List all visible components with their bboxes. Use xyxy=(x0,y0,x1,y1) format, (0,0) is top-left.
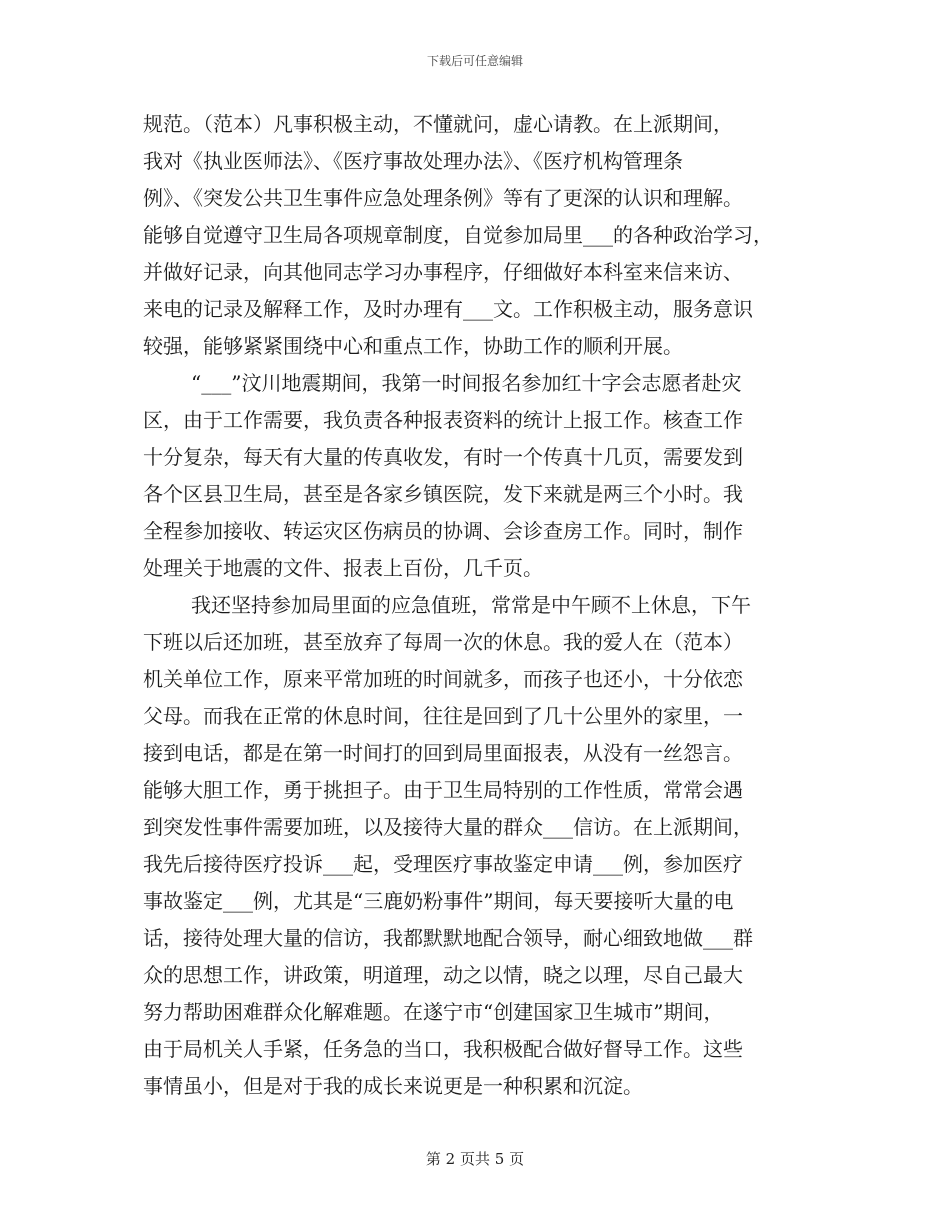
text-line: 努力帮助困难群众化解难题。在遂宁市“创建国家卫生城市”期间， xyxy=(143,1000,724,1024)
text-line: 话，接待处理大量的信访，我都默默地配合领导，耐心细致地做___群 xyxy=(143,926,753,950)
text-line: 下班以后还加班，甚至放弃了每周一次的休息。我的爱人在（范本） xyxy=(143,630,743,654)
text-line: 全程参加接收、转运灾区伤病员的协调、会诊查房工作。同时，制作 xyxy=(143,519,743,543)
text-line: 我对《执业医师法》、《医疗事故处理办法》、《医疗机构管理条 xyxy=(143,149,683,173)
document-body xyxy=(143,106,823,1105)
text-line: 接到电话，都是在第一时间打的回到局里面报表，从没有一丝怨言。 xyxy=(143,741,743,765)
text-line: 区，由于工作需要，我负责各种报表资料的统计上报工作。核查工作 xyxy=(143,408,743,432)
text-line: 我先后接待医疗投诉___起，受理医疗事故鉴定申请___例，参加医疗 xyxy=(143,852,743,876)
text-line: 处理关于地震的文件、报表上百份，几千页。 xyxy=(143,556,543,580)
text-line: 众的思想工作，讲政策，明道理，动之以情，晓之以理，尽自己最大 xyxy=(143,963,743,987)
text-line: 规范。（范本）凡事积极主动，不懂就问，虚心请教。在上派期间， xyxy=(143,112,733,136)
text-line: 来电的记录及解释工作，及时办理有___文。工作积极主动，服务意识 xyxy=(143,297,753,321)
text-line: 并做好记录，向其他同志学习办事程序，仔细做好本科室来信来访、 xyxy=(143,260,743,284)
text-line: 到突发性事件需要加班，以及接待大量的群众___信访。在上派期间， xyxy=(143,815,753,839)
text-line: 事故鉴定___例，尤其是“三鹿奶粉事件”期间，每天要接听大量的电 xyxy=(143,889,734,913)
text-line: 事情虽小，但是对于我的成长来说更是一种积累和沉淀。 xyxy=(143,1074,643,1098)
text-line: 十分复杂，每天有大量的传真收发，有时一个传真十几页，需要发到 xyxy=(143,445,743,469)
text-line: 能够大胆工作，勇于挑担子。由于卫生局特别的工作性质，常常会遇 xyxy=(143,778,743,802)
text-line: 父母。而我在正常的休息时间，往往是回到了几十公里外的家里，一 xyxy=(143,704,743,728)
text-line: 我还坚持参加局里面的应急值班，常常是中午顾不上休息，下午 xyxy=(191,593,751,617)
text-line: “___”汶川地震期间，我第一时间报名参加红十字会志愿者赴灾 xyxy=(191,371,742,395)
text-line: 能够自觉遵守卫生局各项规章制度，自觉参加局里___的各种政治学习， xyxy=(143,223,773,247)
page-number: 第 2 页共 5 页 xyxy=(425,1150,525,1168)
page-header: 下载后可任意编辑 xyxy=(426,54,523,68)
paragraph xyxy=(143,587,823,1105)
text-line: 机关单位工作，原来平常加班的时间就多，而孩子也还小，十分依恋 xyxy=(143,667,743,691)
text-line: 例》、《突发公共卫生事件应急处理条例》等有了更深的认识和理解。 xyxy=(143,186,743,210)
paragraph xyxy=(143,106,823,365)
text-line: 各个区县卫生局，甚至是各家乡镇医院，发下来就是两三个小时。我 xyxy=(143,482,743,506)
paragraph xyxy=(143,365,823,587)
text-line: 较强，能够紧紧围绕中心和重点工作，协助工作的顺利开展。 xyxy=(143,334,683,358)
text-line: 由于局机关人手紧，任务急的当口，我积极配合做好督导工作。这些 xyxy=(143,1037,743,1061)
